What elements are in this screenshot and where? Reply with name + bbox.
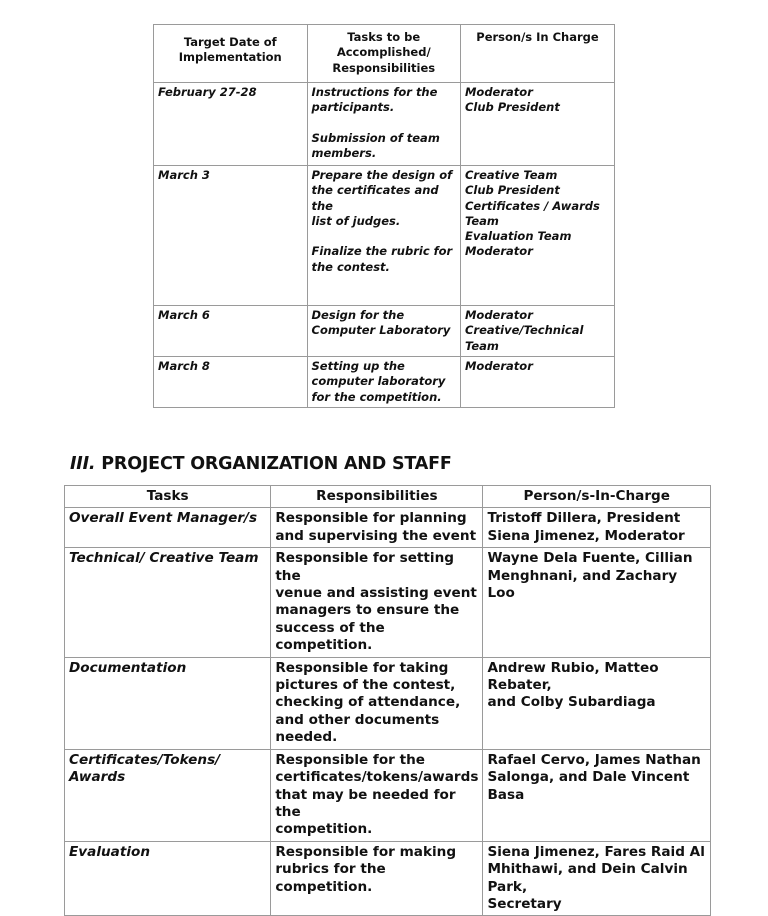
staff-row [65,749,711,841]
staff-persons: Siena Jimenez, Fares Raid Al Mhithawi, and Dein Calvin Park, Secretary [483,841,711,916]
staff-header-row [65,486,711,508]
staff-responsibility: Responsible for planning and supervising the event [271,508,483,548]
timeline-date: March 6 [154,306,308,357]
staff-persons: Rafael Cervo, James Nathan Salonga, and Dale Vincent Basa [483,749,711,841]
staff-task: Certificates/Tokens/ Awards [65,749,271,841]
staff-task: Evaluation [65,841,271,916]
timeline-tasks: Prepare the design of the certificates and the list of judges. Finalize the rubric for the contest. [307,166,460,306]
header-persons: Person/s In Charge [460,25,614,83]
staff-persons: Wayne Dela Fuente, Cillian Menghnani, and Zachary Loo [483,548,711,657]
section-numeral: III. [70,454,96,474]
header-persons-in-charge: Person/s-In-Charge [483,486,711,508]
timeline-tasks: Instructions for the participants. Submission of team members. [307,83,460,166]
timeline-persons: Moderator Creative/Technical Team [460,306,614,357]
timeline-row [154,166,615,306]
header-target-date: Target Date of Implementation [154,25,308,83]
timeline-date: March 8 [154,357,308,408]
staff-task: Technical/ Creative Team [65,548,271,657]
staff-row [65,548,711,657]
timeline-date: February 27-28 [154,83,308,166]
timeline-tasks: Design for the Computer Laboratory [307,306,460,357]
timeline-row [154,83,615,166]
staff-responsibility: Responsible for setting the venue and assisting event managers to ensure the success of the competition. [271,548,483,657]
timeline-date: March 3 [154,166,308,306]
header-responsibilities: Responsibilities [271,486,483,508]
staff-row [65,508,711,548]
staff-row [65,657,711,749]
staff-responsibility: Responsible for the certificates/tokens/awards that may be needed for the competition. [271,749,483,841]
section-title: PROJECT ORGANIZATION AND STAFF [101,454,452,474]
staff-task: Overall Event Manager/s [65,508,271,548]
timeline-persons: Creative Team Club President Certificates / Awards Team Evaluation Team Moderator [460,166,614,306]
implementation-timeline-table [153,24,615,408]
timeline-persons: Moderator [460,357,614,408]
header-tasks: Tasks to be Accomplished/ Responsibilities [307,25,460,83]
timeline-header-row [154,25,615,83]
staff-persons: Tristoff Dillera, President Siena Jimenez, Moderator [483,508,711,548]
header-tasks: Tasks [65,486,271,508]
timeline-persons: Moderator Club President [460,83,614,166]
staff-responsibility: Responsible for making rubrics for the competition. [271,841,483,916]
staff-task: Documentation [65,657,271,749]
project-staff-table [64,485,711,916]
timeline-row [154,306,615,357]
section-heading [70,454,452,474]
timeline-row [154,357,615,408]
staff-responsibility: Responsible for taking pictures of the contest, checking of attendance, and other documents needed. [271,657,483,749]
timeline-tasks: Setting up the computer laboratory for the competition. [307,357,460,408]
staff-persons: Andrew Rubio, Matteo Rebater, and Colby Subardiaga [483,657,711,749]
staff-row [65,841,711,916]
